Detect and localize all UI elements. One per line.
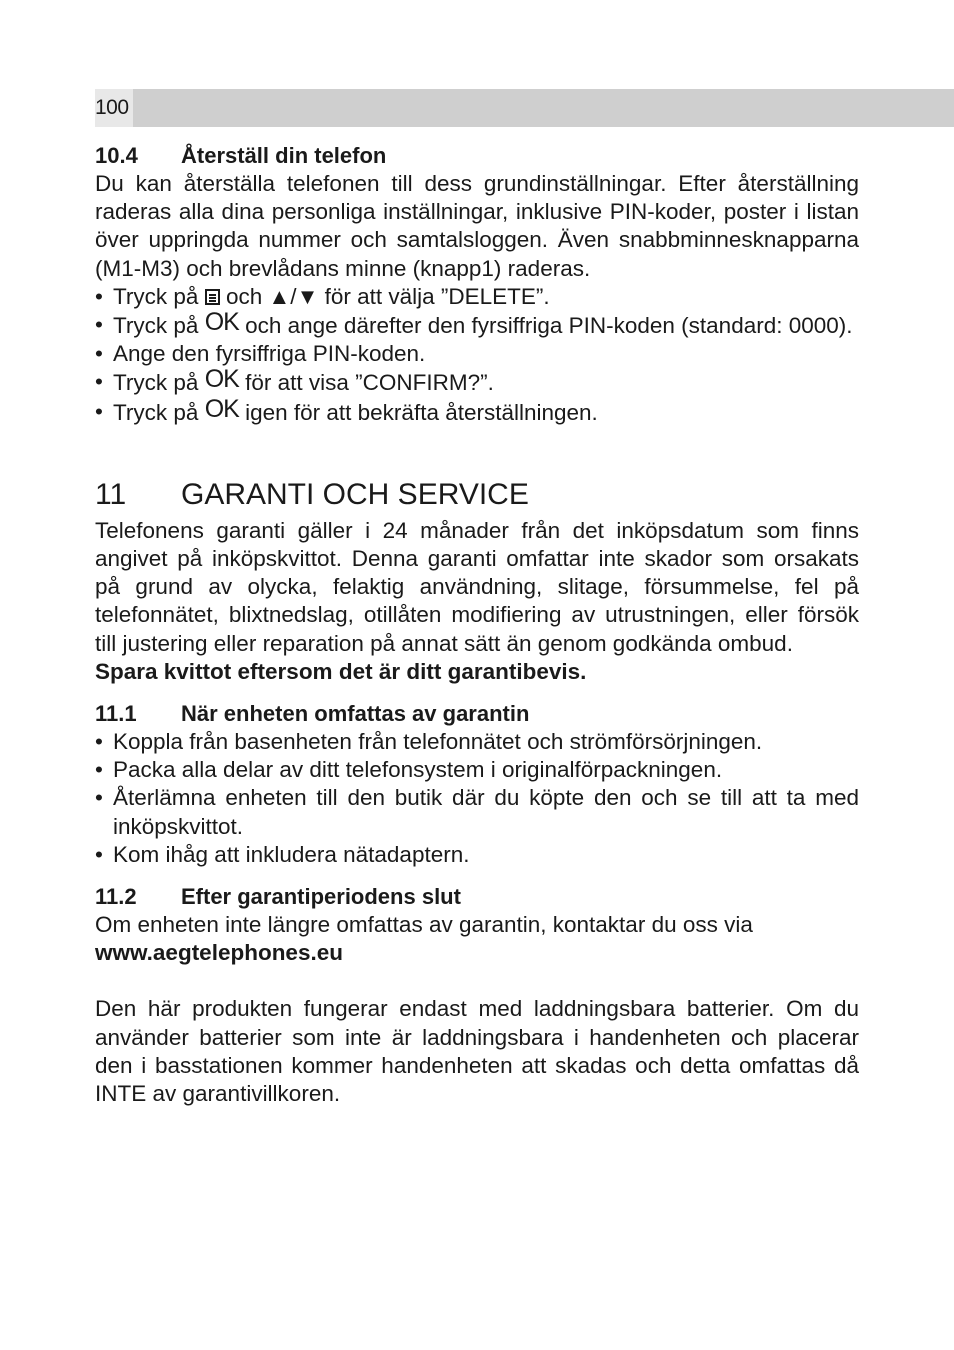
after-warranty-body: Om enheten inte längre omfattas av garantin, kontaktar du oss via [95, 912, 753, 938]
bullet: • [95, 757, 103, 783]
ok-key-icon: OK [204, 308, 239, 337]
step-text: Tryck på [113, 313, 199, 339]
up-triangle-icon: ▲ [268, 283, 291, 309]
bullet: • [95, 785, 103, 811]
section-number: 10.4 [95, 143, 138, 168]
list-item-text: Återlämna enheten till den butik där du köpte den och se till att ta med inköpskvittot. [113, 785, 859, 839]
step-text: och [225, 283, 263, 309]
list-item [95, 394, 859, 427]
reset-steps-list [95, 283, 859, 427]
website-link[interactable]: www.aegtelephones.eu [95, 940, 343, 966]
section-title: Återställ din telefon [181, 143, 387, 168]
step-text: för att välja ”DELETE”. [324, 283, 550, 309]
bullet: • [95, 283, 103, 309]
page-header-bar [95, 89, 954, 127]
section-title: När enheten omfattas av garantin [181, 701, 530, 727]
step-text: för att visa ”CONFIRM?”. [245, 370, 494, 396]
list-item [95, 283, 859, 311]
bullet: • [95, 729, 103, 755]
list-item [95, 308, 859, 340]
list-item-text: Koppla från basenheten från telefonnätet och strömförsörjningen. [113, 729, 763, 755]
list-item-text: Packa alla delar av ditt telefonsystem i originalförpackningen. [113, 757, 723, 783]
ok-key-icon: OK [204, 365, 239, 394]
chapter-title: GARANTI OCH SERVICE [181, 477, 529, 511]
battery-note: Den här produkten fungerar endast med laddningsbara batterier. Om du använder batterier som inte är laddningsbara i handenheten och placerar den i basstationen kommer handenheten att skadas och detta omfattas då INTE av garantivillkoren. [95, 996, 859, 1107]
chapter-number: 11 [95, 477, 127, 511]
step-text: och ange därefter den fyrsiffriga PIN-koden (standard: 0000). [245, 313, 853, 339]
page-content [95, 142, 859, 1108]
menu-icon [205, 289, 220, 305]
section-number: 11.1 [95, 701, 137, 727]
ok-key-icon: OK [204, 394, 239, 423]
step-text: Tryck på [113, 399, 199, 425]
section-title: Efter garantiperiodens slut [181, 884, 461, 910]
list-item [95, 728, 859, 756]
list-item [95, 365, 859, 397]
bullet: • [95, 312, 103, 338]
bullet: • [95, 341, 103, 367]
warranty-body: Telefonens garanti gäller i 24 månader från det inköpsdatum som finns angivet på inköpskvittot. Denna garanti omfattar inte skador som orsakats på grund av olycka, felaktig användning, slitage, försummelse, fel på telefonnätet, blixtnedslag, otillåten modifiering av utrustningen, eller försök till justering eller reparation på annat sätt än genom godkända ombud. [95, 517, 859, 656]
list-item [95, 756, 859, 784]
step-text: Tryck på [113, 283, 199, 309]
step-text: igen för att bekräfta återställningen. [245, 399, 598, 425]
list-item [95, 841, 859, 869]
bullet: • [95, 398, 103, 424]
section-heading-11-2 [95, 883, 859, 911]
reset-intro: Du kan återställa telefonen till dess grundinställningar. Efter återställning raderas alla dina personliga inställningar, inklusive PIN-koder, poster i listan över uppringda nummer och samtalsloggen. Även snabbminnesknapparna (M1-M3) och brevlådans minne (knapp1) raderas. [95, 171, 859, 281]
warranty-note: Spara kvittot eftersom det är ditt garantibevis. [95, 658, 587, 684]
down-triangle-icon: ▼ [296, 283, 319, 309]
section-number: 11.2 [95, 884, 137, 910]
list-item-text: Kom ihåg att inkludera nätadaptern. [113, 841, 470, 867]
list-item [95, 784, 859, 840]
section-heading-10-4 [95, 142, 859, 170]
step-text: Ange den fyrsiffriga PIN-koden. [113, 341, 426, 367]
step-text: Tryck på [113, 370, 199, 396]
chapter-heading-11 [95, 475, 859, 515]
bullet: • [95, 841, 103, 867]
section-heading-11-1 [95, 700, 859, 728]
bullet: • [95, 369, 103, 395]
step-text: / [290, 283, 297, 309]
warranty-steps-list [95, 728, 859, 869]
page-number: 100 [95, 89, 133, 127]
